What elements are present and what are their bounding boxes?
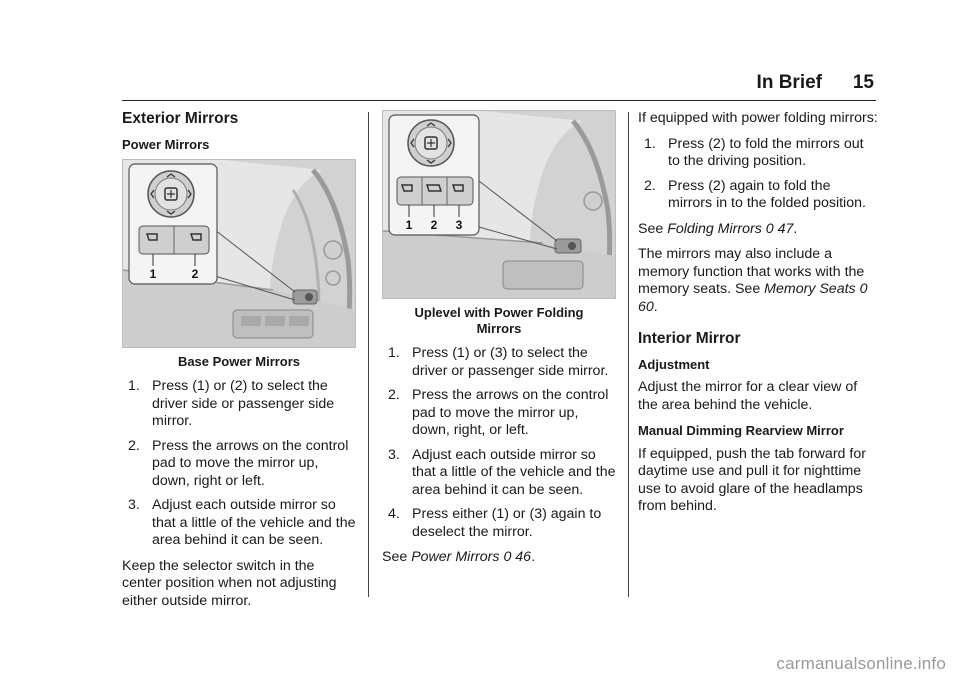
page-ref-icon: 0 xyxy=(503,549,512,565)
step-list xyxy=(638,136,878,213)
list-item: 3. Adjust each outside mirror so that a little of the vehicle and the area behind it can be seen. xyxy=(128,497,356,548)
figure-caption: Uplevel with Power Folding Mirrors xyxy=(414,305,584,336)
list-item: 2. Press (2) again to fold the mirrors in to the folded position. xyxy=(644,177,866,211)
subheading: Power Mirrors xyxy=(122,136,210,152)
base-power-mirror-figure xyxy=(122,159,356,348)
page-number: 15 xyxy=(852,72,874,93)
step-list xyxy=(122,378,356,550)
list-item: 1. Press (2) to fold the mirrors out to the driving position. xyxy=(644,135,864,169)
figure-caption: Base Power Mirrors xyxy=(177,354,301,369)
list-item: 2. Press the arrows on the control pad to move the mirror up, down, right, or left. xyxy=(388,387,609,438)
page-ref-icon: 0 xyxy=(765,220,774,237)
memory-paragraph: The mirrors may also include a memory function that works with the memory seats. See Memory Seats 0 60. xyxy=(638,246,868,315)
body-paragraph: Adjust the mirror for a clear view of the area behind the vehicle. xyxy=(638,379,858,413)
intro-paragraph: If equipped with power folding mirrors: xyxy=(638,110,878,126)
list-item: 1. Press (1) or (3) to select the driver or passenger side mirror. xyxy=(388,345,609,379)
body-paragraph: If equipped, push the tab forward for daytime use and pull it for nighttime use to avoid glare of the headlamps from behind. xyxy=(638,445,866,514)
section-heading: Exterior Mirrors xyxy=(122,110,239,127)
page-header xyxy=(122,72,876,101)
xref-link[interactable]: Power Mirrors 0 46 xyxy=(411,549,532,565)
subheading: Adjustment xyxy=(638,356,710,372)
list-item: 2. Press the arrows on the control pad to move the mirror up, down, right or left. xyxy=(128,437,349,489)
column-3 xyxy=(638,110,878,524)
callout-3: 3 xyxy=(455,218,463,232)
watermark: carmanualsonline.info xyxy=(776,654,946,673)
column-divider xyxy=(628,112,629,597)
see-also: See Folding Mirrors 0 47. xyxy=(638,220,798,237)
body-paragraph: Keep the selector switch in the center position when not adjusting either outside mirror. xyxy=(122,557,337,609)
list-item: 4. Press either (1) or (3) again to deselect the mirror. xyxy=(388,506,602,540)
list-item: 1. Press (1) or (2) to select the driver side or passenger side mirror. xyxy=(128,378,335,429)
see-also: See Power Mirrors 0 46. xyxy=(382,549,536,565)
column-1 xyxy=(122,110,356,618)
xref-link[interactable]: Memory Seats 0 60 xyxy=(638,281,868,315)
subheading: Manual Dimming Rearview Mirror xyxy=(638,423,844,438)
page-ref-icon: 0 xyxy=(859,281,868,297)
section-title: In Brief xyxy=(756,72,822,93)
callout-2: 2 xyxy=(191,267,199,281)
list-item: 3. Adjust each outside mirror so that a little of the vehicle and the area behind it can be seen. xyxy=(388,446,616,498)
column-2 xyxy=(382,110,616,575)
step-list xyxy=(382,345,616,541)
callout-1: 1 xyxy=(405,218,413,232)
callout-1: 1 xyxy=(149,267,157,281)
xref-link[interactable]: Folding Mirrors 0 47 xyxy=(667,220,794,237)
section-heading: Interior Mirror xyxy=(638,330,741,347)
callout-2: 2 xyxy=(430,218,438,232)
uplevel-power-folding-mirror-figure xyxy=(382,110,616,299)
column-divider xyxy=(368,112,369,597)
